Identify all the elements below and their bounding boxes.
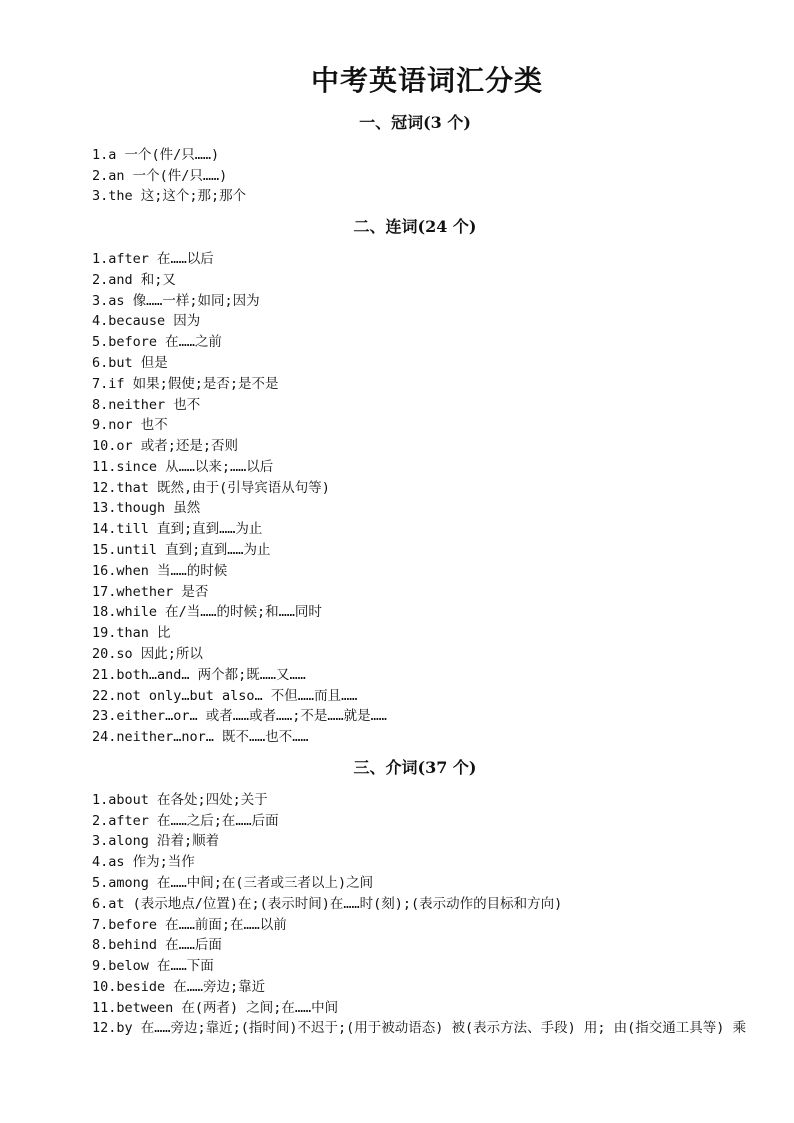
list-item: 22.not only…but also… 不但……而且…… xyxy=(92,688,358,704)
list-item: 8.behind 在……后面 xyxy=(92,937,222,953)
section-heading-articles: 一、冠词(3 个) xyxy=(359,113,471,132)
list-item: 5.among 在……中间;在(三者或三者以上)之间 xyxy=(92,875,374,891)
list-item: 3.the 这;这个;那;那个 xyxy=(92,188,247,204)
list-item: 6.at (表示地点/位置)在;(表示时间)在……时(刻);(表示动作的目标和方向) xyxy=(92,896,563,912)
list-item: 16.when 当……的时候 xyxy=(92,563,228,579)
list-item: 15.until 直到;直到……为止 xyxy=(92,542,271,558)
list-item: 2.and 和;又 xyxy=(92,272,176,288)
list-item: 1.after 在……以后 xyxy=(92,251,214,267)
list-item: 3.along 沿着;顺着 xyxy=(92,833,220,849)
list-item: 21.both…and… 两个都;既……又…… xyxy=(92,667,306,683)
list-item: 7.if 如果;假使;是否;是不是 xyxy=(92,376,279,392)
list-item: 5.before 在……之前 xyxy=(92,334,222,350)
list-item: 17.whether 是否 xyxy=(92,584,209,600)
list-item: 3.as 像……一样;如同;因为 xyxy=(92,293,260,309)
list-item: 19.than 比 xyxy=(92,625,171,641)
list-item: 1.a 一个(件/只……) xyxy=(92,147,220,163)
document-title: 中考英语词汇分类 xyxy=(310,64,543,97)
list-item: 8.neither 也不 xyxy=(92,397,201,413)
list-item: 12.by 在……旁边;靠近;(指时间)不迟于;(用于被动语态) 被(表示方法、手段) 用; 由(指交通工具等) 乘 xyxy=(92,1020,747,1036)
list-item: 10.beside 在……旁边;靠近 xyxy=(92,979,266,995)
list-item: 4.as 作为;当作 xyxy=(92,854,195,870)
list-item: 11.between 在(两者) 之间;在……中间 xyxy=(92,1000,339,1016)
list-item: 24.neither…nor… 既不……也不…… xyxy=(92,729,309,745)
section-heading-prepositions: 三、介词(37 个) xyxy=(353,758,477,777)
list-item: 9.below 在……下面 xyxy=(92,958,214,974)
list-item: 6.but 但是 xyxy=(92,355,168,371)
list-item: 14.till 直到;直到……为止 xyxy=(92,521,263,537)
section-heading-conjunctions: 二、连词(24 个) xyxy=(353,217,477,236)
list-item: 13.though 虽然 xyxy=(92,500,201,516)
list-item: 10.or 或者;还是;否则 xyxy=(92,438,239,454)
list-item: 1.about 在各处;四处;关于 xyxy=(92,792,268,808)
list-item: 11.since 从……以来;……以后 xyxy=(92,459,274,475)
list-item: 7.before 在……前面;在……以前 xyxy=(92,917,287,933)
list-item: 4.because 因为 xyxy=(92,313,201,329)
list-item: 23.either…or… 或者……或者……;不是……就是…… xyxy=(92,708,387,724)
list-item: 9.nor 也不 xyxy=(92,417,168,433)
list-item: 2.after 在……之后;在……后面 xyxy=(92,813,279,829)
list-item: 12.that 既然,由于(引导宾语从句等) xyxy=(92,480,330,496)
list-item: 20.so 因此;所以 xyxy=(92,646,203,662)
list-item: 18.while 在/当……的时候;和……同时 xyxy=(92,604,322,620)
list-item: 2.an 一个(件/只……) xyxy=(92,168,228,184)
